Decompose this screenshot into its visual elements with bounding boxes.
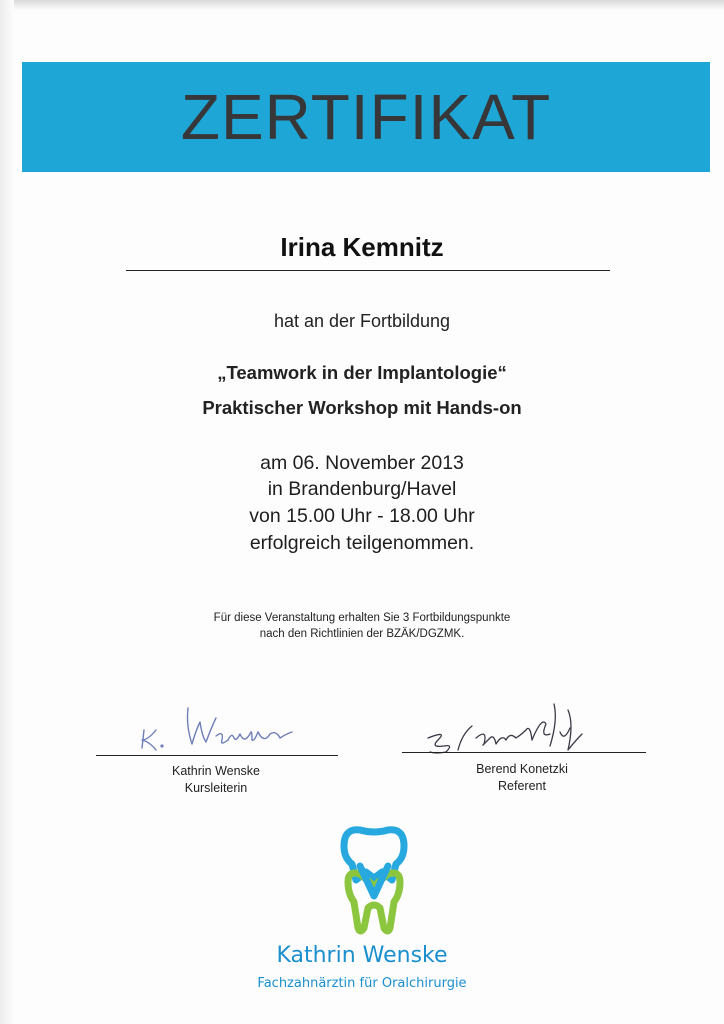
title-banner [22,62,710,172]
signature-right [418,694,588,760]
name-underline [126,270,610,271]
certificate-title: ZERTIFIKAT [180,81,552,153]
brand-name: Kathrin Wenske [276,943,448,968]
signature-line-right [402,752,646,753]
course-date: am 06. November 2013 [260,452,464,474]
signatory-right-role: Referent [498,779,546,793]
signature-line-left [96,755,338,756]
course-title: „Teamwork in der Implantologie“ [217,362,507,383]
completion-text: erfolgreich teilgenommen. [249,532,475,554]
course-location: in Brandenburg/Havel [267,478,457,500]
points-note: Für diese Veranstaltung erhalten Sie 3 Fortbildungspunkte [213,612,511,624]
recipient-name: Irina Kemnitz [280,232,444,262]
signatory-right-name: Berend Konetzki [476,762,568,776]
tooth-logo-icon [338,824,410,936]
page-edge [0,0,724,10]
course-time: von 15.00 Uhr - 18.00 Uhr [249,505,475,527]
guidelines-note: nach den Richtlinien der BZÄK/DGZMK. [259,628,465,640]
course-subtitle: Praktischer Workshop mit Hands-on [202,397,522,418]
signatory-left-role: Kursleiterin [184,781,248,795]
intro-text: hat an der Fortbildung [273,311,451,331]
signature-left [130,696,310,758]
signatory-left-name: Kathrin Wenske [171,764,260,778]
brand-subtitle: Fachzahnärztin für Oralchirurgie [257,976,467,991]
